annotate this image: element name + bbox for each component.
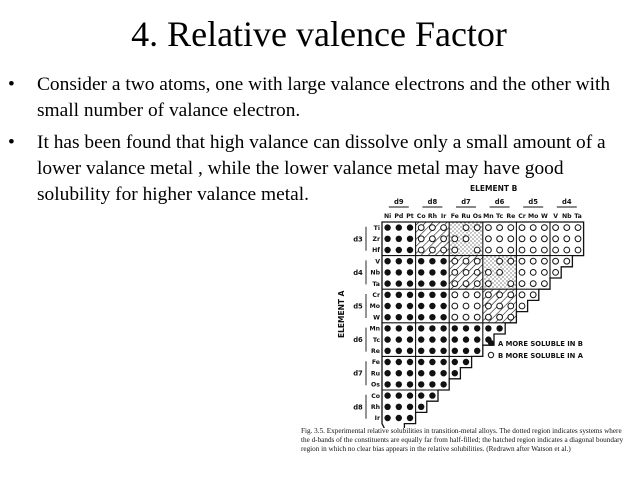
solubility-mark-filled xyxy=(429,325,435,331)
solubility-mark-open xyxy=(530,292,536,298)
solubility-mark-filled xyxy=(407,325,413,331)
solubility-mark-filled xyxy=(429,370,435,376)
solubility-mark-filled xyxy=(407,269,413,275)
solubility-mark-open xyxy=(452,303,458,309)
solubility-mark-filled xyxy=(384,292,390,298)
solubility-mark-filled xyxy=(440,303,446,309)
column-label: Fe xyxy=(450,213,459,220)
solubility-mark-filled xyxy=(485,325,491,331)
solubility-mark-filled xyxy=(418,258,424,264)
solubility-mark-filled xyxy=(396,247,402,253)
solubility-mark-open xyxy=(463,236,469,242)
row-label: Ti xyxy=(373,224,380,232)
legend-filled-icon xyxy=(488,340,494,346)
solubility-mark-open xyxy=(452,292,458,298)
solubility-mark-filled xyxy=(440,325,446,331)
solubility-mark-filled xyxy=(418,381,424,387)
element-b-title: ELEMENT B xyxy=(470,184,518,193)
solubility-mark-filled xyxy=(440,348,446,354)
solubility-mark-filled xyxy=(384,247,390,253)
row-label: Ru xyxy=(370,370,380,378)
solubility-mark-filled xyxy=(463,325,469,331)
solubility-mark-open xyxy=(497,247,503,253)
solubility-mark-filled xyxy=(396,359,402,365)
solubility-mark-filled xyxy=(384,370,390,376)
column-label: Ir xyxy=(440,213,447,220)
column-label: Ta xyxy=(574,213,582,220)
solubility-mark-open xyxy=(418,236,424,242)
column-label: Mn xyxy=(483,213,494,220)
solubility-mark-filled xyxy=(429,392,435,398)
solubility-mark-open xyxy=(553,270,559,276)
slide-title: 4. Relative valence Factor xyxy=(131,14,507,54)
row-label: Ta xyxy=(372,280,380,288)
solubility-mark-filled xyxy=(496,325,502,331)
solubility-mark-filled xyxy=(440,258,446,264)
column-group-label: d4 xyxy=(561,198,572,206)
shaded-cell xyxy=(505,267,516,278)
solubility-mark-open xyxy=(430,247,436,253)
solubility-mark-open xyxy=(452,281,458,287)
solubility-mark-open xyxy=(519,236,525,242)
row-label: Cr xyxy=(372,292,380,299)
solubility-mark-open xyxy=(486,247,492,253)
row-label: Mn xyxy=(369,325,380,333)
solubility-figure xyxy=(300,178,632,476)
solubility-mark-open xyxy=(530,236,536,242)
column-label: W xyxy=(540,213,548,220)
solubility-mark-filled xyxy=(452,336,458,342)
solubility-mark-filled xyxy=(407,359,413,365)
figure-caption: Fig. 3.5. Experimental relative solubilities in transition-metal alloys. The dotted region indicates systems where the d-bands of the constituents are equally far from half-filled; the hatched region indicates a diagonal boundary region in which no clear bias appears in the relative solubilities. (Redrawn after Watson et al.) xyxy=(301,427,624,453)
solubility-mark-open xyxy=(418,225,424,231)
legend-open-icon xyxy=(488,352,493,357)
solubility-mark-open xyxy=(519,247,525,253)
solubility-mark-filled xyxy=(429,269,435,275)
solubility-mark-open xyxy=(430,236,436,242)
solubility-mark-filled xyxy=(440,314,446,320)
solubility-mark-filled xyxy=(407,348,413,354)
row-group-label: d5 xyxy=(353,302,363,311)
solubility-mark-filled xyxy=(418,359,424,365)
solubility-mark-open xyxy=(542,225,548,231)
solubility-mark-filled xyxy=(384,258,390,264)
solubility-mark-open xyxy=(508,247,514,253)
solubility-mark-filled xyxy=(407,292,413,298)
solubility-mark-filled xyxy=(396,236,402,242)
solubility-mark-open xyxy=(463,281,469,287)
solubility-mark-open xyxy=(519,270,525,276)
solubility-mark-filled xyxy=(429,336,435,342)
solubility-mark-open xyxy=(452,270,458,276)
solubility-mark-open xyxy=(474,225,480,231)
solubility-mark-open xyxy=(452,314,458,320)
solubility-mark-open xyxy=(463,314,469,320)
column-label: Co xyxy=(416,213,426,220)
solubility-mark-open xyxy=(508,258,514,264)
solubility-mark-open xyxy=(575,247,581,253)
solubility-mark-filled xyxy=(429,314,435,320)
column-group-label: d6 xyxy=(494,198,505,206)
solubility-mark-filled xyxy=(384,415,390,421)
solubility-mark-filled xyxy=(407,392,413,398)
solubility-mark-filled xyxy=(396,258,402,264)
solubility-mark-filled xyxy=(418,404,424,410)
solubility-mark-filled xyxy=(407,381,413,387)
solubility-mark-filled xyxy=(452,348,458,354)
solubility-mark-filled xyxy=(463,336,469,342)
solubility-mark-filled xyxy=(429,292,435,298)
solubility-mark-filled xyxy=(418,370,424,376)
solubility-mark-filled xyxy=(396,224,402,230)
solubility-mark-filled xyxy=(429,359,435,365)
legend xyxy=(488,340,584,360)
solubility-mark-filled xyxy=(407,404,413,410)
solubility-mark-filled xyxy=(384,392,390,398)
solubility-mark-open xyxy=(564,258,570,264)
solubility-mark-open xyxy=(519,225,525,231)
solubility-mark-open xyxy=(486,270,492,276)
row-label: Ir xyxy=(374,415,380,423)
solubility-mark-filled xyxy=(384,404,390,410)
row-group-label: d8 xyxy=(353,403,363,412)
solubility-mark-open xyxy=(474,270,480,276)
solubility-mark-filled xyxy=(384,303,390,309)
solubility-mark-open xyxy=(497,258,503,264)
solubility-mark-filled xyxy=(396,314,402,320)
column-label: Os xyxy=(472,213,482,220)
solubility-mark-filled xyxy=(440,269,446,275)
column-label: Ni xyxy=(383,213,392,220)
row-label: Nb xyxy=(370,269,380,277)
solubility-mark-filled xyxy=(452,370,458,376)
bullet-text: Consider a two atoms, one with large valance electrons and the other with small number of valance electron. xyxy=(37,74,611,121)
solubility-mark-filled xyxy=(474,336,480,342)
solubility-mark-open xyxy=(542,258,548,264)
solubility-mark-filled xyxy=(418,325,424,331)
column-group-label: d9 xyxy=(393,198,404,206)
solubility-mark-filled xyxy=(418,280,424,286)
solubility-mark-filled xyxy=(440,370,446,376)
solubility-mark-filled xyxy=(407,415,413,421)
solubility-mark-open xyxy=(474,258,480,264)
solubility-mark-filled xyxy=(440,381,446,387)
column-label: Mo xyxy=(527,213,539,220)
row-label: V xyxy=(375,258,380,266)
solubility-mark-open xyxy=(542,281,548,287)
row-label: Tc xyxy=(372,336,380,344)
solubility-mark-filled xyxy=(429,280,435,286)
solubility-mark-open xyxy=(542,270,548,276)
row-label: Hf xyxy=(372,247,380,255)
solubility-mark-filled xyxy=(407,236,413,242)
solubility-mark-open xyxy=(508,225,514,231)
solubility-mark-open xyxy=(553,258,559,264)
bullet-item xyxy=(8,72,633,124)
solubility-mark-open xyxy=(575,236,581,242)
solubility-mark-open xyxy=(508,303,514,309)
solubility-mark-filled xyxy=(418,269,424,275)
column-label: Re xyxy=(506,213,516,220)
solubility-mark-filled xyxy=(384,325,390,331)
solubility-mark-open xyxy=(441,236,447,242)
row-label: W xyxy=(373,314,380,322)
solubility-mark-filled xyxy=(396,303,402,309)
solubility-mark-open xyxy=(508,314,514,320)
row-label: Zr xyxy=(372,236,380,243)
solubility-mark-open xyxy=(519,292,525,298)
shaded-cell xyxy=(449,222,460,233)
solubility-mark-filled xyxy=(396,336,402,342)
row-group-label: d6 xyxy=(353,336,363,345)
solubility-mark-open xyxy=(530,247,536,253)
solubility-mark-filled xyxy=(384,381,390,387)
solubility-mark-filled xyxy=(474,325,480,331)
solubility-mark-filled xyxy=(418,336,424,342)
solubility-mark-filled xyxy=(440,292,446,298)
column-label: V xyxy=(553,213,558,220)
solubility-mark-filled xyxy=(407,224,413,230)
solubility-mark-open xyxy=(530,270,536,276)
solubility-mark-filled xyxy=(407,336,413,342)
solubility-mark-open xyxy=(463,270,469,276)
solubility-mark-filled xyxy=(384,314,390,320)
solubility-mark-open xyxy=(575,225,581,231)
legend-label: A MORE SOLUBLE IN B xyxy=(498,340,583,348)
solubility-mark-open xyxy=(542,247,548,253)
column-group-label: d7 xyxy=(461,198,471,206)
solubility-mark-filled xyxy=(396,348,402,354)
solubility-mark-filled xyxy=(474,348,480,354)
solubility-mark-filled xyxy=(440,336,446,342)
shaded-cell xyxy=(460,244,471,255)
solubility-mark-open xyxy=(418,247,424,253)
solubility-mark-open xyxy=(519,281,525,287)
solubility-mark-filled xyxy=(407,303,413,309)
row-group-label: d3 xyxy=(353,235,363,244)
solubility-mark-filled xyxy=(396,325,402,331)
solubility-mark-filled xyxy=(418,348,424,354)
solubility-mark-open xyxy=(486,225,492,231)
solubility-mark-filled xyxy=(429,381,435,387)
solubility-mark-open xyxy=(519,258,525,264)
column-label: Cr xyxy=(518,213,526,220)
solubility-mark-filled xyxy=(396,381,402,387)
solubility-mark-open xyxy=(486,292,492,298)
solubility-mark-open xyxy=(564,225,570,231)
solubility-mark-open xyxy=(553,247,559,253)
solubility-mark-filled xyxy=(407,314,413,320)
solubility-mark-open xyxy=(441,247,447,253)
solubility-mark-open xyxy=(564,247,570,253)
solubility-mark-filled xyxy=(418,292,424,298)
column-label: Pt xyxy=(406,213,414,220)
solubility-mark-filled xyxy=(384,359,390,365)
solubility-chart xyxy=(300,178,632,428)
column-label: Rh xyxy=(427,213,437,220)
solubility-mark-open xyxy=(530,225,536,231)
solubility-mark-filled xyxy=(429,303,435,309)
solubility-mark-filled xyxy=(384,336,390,342)
shaded-cell xyxy=(472,233,483,244)
solubility-mark-filled xyxy=(396,280,402,286)
solubility-mark-open xyxy=(452,247,458,253)
shaded-cell xyxy=(483,256,494,267)
solubility-mark-open xyxy=(508,281,514,287)
solubility-mark-filled xyxy=(418,392,424,398)
solubility-mark-open xyxy=(486,314,492,320)
solubility-mark-filled xyxy=(452,359,458,365)
row-group-label: d4 xyxy=(353,268,363,277)
solubility-mark-filled xyxy=(429,348,435,354)
solubility-mark-open xyxy=(463,292,469,298)
row-label: Os xyxy=(371,381,380,389)
solubility-mark-open xyxy=(497,292,503,298)
solubility-mark-filled xyxy=(396,370,402,376)
solubility-mark-filled xyxy=(396,269,402,275)
solubility-mark-filled xyxy=(384,269,390,275)
solubility-mark-filled xyxy=(440,359,446,365)
solubility-mark-open xyxy=(452,236,458,242)
column-label: Pd xyxy=(394,213,404,220)
solubility-mark-filled xyxy=(396,415,402,421)
row-label: Co xyxy=(371,392,380,400)
solubility-mark-open xyxy=(508,236,514,242)
bullet-dot-icon: • xyxy=(8,74,15,95)
row-group-label: d7 xyxy=(353,369,363,378)
solubility-mark-open xyxy=(508,292,514,298)
solubility-mark-filled xyxy=(418,314,424,320)
solubility-mark-open xyxy=(486,281,492,287)
solubility-mark-filled xyxy=(407,258,413,264)
solubility-mark-filled xyxy=(407,370,413,376)
solubility-mark-filled xyxy=(396,292,402,298)
solubility-mark-open xyxy=(553,225,559,231)
solubility-mark-open xyxy=(452,258,458,264)
column-group-label: d8 xyxy=(427,198,438,206)
solubility-mark-open xyxy=(564,236,570,242)
element-a-title: ELEMENT A xyxy=(337,290,346,338)
solubility-mark-open xyxy=(530,281,536,287)
solubility-mark-filled xyxy=(452,325,458,331)
shaded-cell xyxy=(494,278,505,289)
solubility-mark-open xyxy=(441,225,447,231)
solubility-mark-open xyxy=(474,314,480,320)
solubility-mark-open xyxy=(463,258,469,264)
row-label: Rh xyxy=(370,404,380,411)
solubility-mark-open xyxy=(530,258,536,264)
legend-label: B MORE SOLUBLE IN A xyxy=(498,352,583,360)
solubility-mark-open xyxy=(463,303,469,309)
solubility-mark-open xyxy=(430,225,436,231)
solubility-mark-open xyxy=(474,303,480,309)
column-label: Ru xyxy=(461,213,471,220)
solubility-mark-open xyxy=(497,270,503,276)
solubility-mark-open xyxy=(497,236,503,242)
row-label: Mo xyxy=(369,303,380,311)
solubility-mark-filled xyxy=(407,247,413,253)
solubility-mark-filled xyxy=(396,392,402,398)
column-group-label: d5 xyxy=(528,198,539,206)
solubility-mark-open xyxy=(486,303,492,309)
solubility-mark-filled xyxy=(384,280,390,286)
solubility-mark-open xyxy=(474,247,480,253)
bullet-dot-icon: • xyxy=(8,132,15,153)
solubility-mark-filled xyxy=(384,236,390,242)
solubility-mark-open xyxy=(474,292,480,298)
solubility-mark-filled xyxy=(384,224,390,230)
solubility-mark-open xyxy=(497,303,503,309)
solubility-mark-filled xyxy=(463,348,469,354)
bullet-text: It has been found that high valance can dissolve only a small amount of a lower valance metal , while the lower valance metal may have good solubility for higher valance metal. xyxy=(37,132,606,205)
solubility-mark-open xyxy=(542,236,548,242)
solubility-mark-open xyxy=(497,314,503,320)
solubility-mark-filled xyxy=(407,280,413,286)
solubility-mark-open xyxy=(519,303,525,309)
solubility-mark-open xyxy=(553,236,559,242)
column-label: Tc xyxy=(496,213,504,220)
solubility-mark-filled xyxy=(429,258,435,264)
solubility-mark-filled xyxy=(463,359,469,365)
solubility-mark-filled xyxy=(396,404,402,410)
column-label: Nb xyxy=(561,213,572,220)
solubility-mark-open xyxy=(486,236,492,242)
solubility-mark-open xyxy=(463,225,469,231)
solubility-mark-filled xyxy=(384,348,390,354)
solubility-mark-filled xyxy=(440,280,446,286)
solubility-mark-filled xyxy=(418,303,424,309)
solubility-mark-open xyxy=(474,281,480,287)
solubility-mark-open xyxy=(497,225,503,231)
row-label: Fe xyxy=(371,359,380,367)
row-label: Re xyxy=(371,348,380,355)
